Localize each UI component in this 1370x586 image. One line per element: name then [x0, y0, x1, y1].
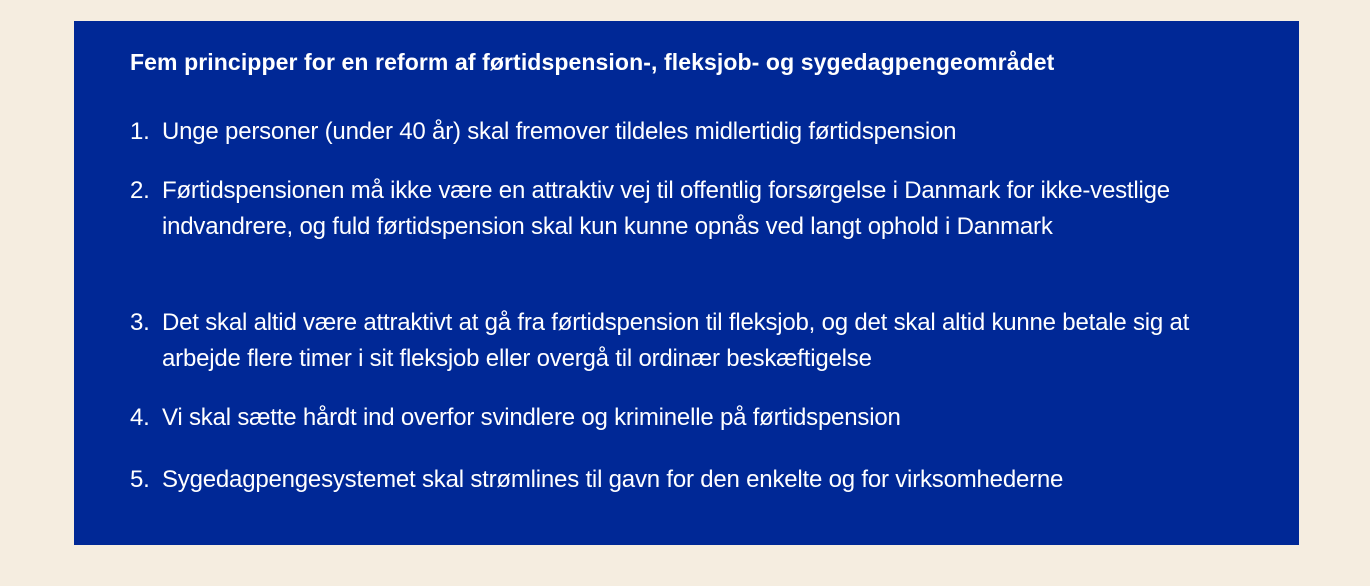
item-number: 2. — [130, 177, 150, 204]
list-item — [130, 400, 1210, 436]
box-title: Fem principper for en reform af førtidspension-, fleksjob- og sygedagpengeområdet — [130, 49, 1055, 75]
item-number: 3. — [130, 309, 150, 336]
list-item — [130, 462, 1210, 498]
principles-box — [74, 21, 1299, 545]
list-item — [130, 173, 1210, 245]
list-item — [130, 114, 1210, 150]
list-item — [130, 305, 1210, 377]
item-text: Sygedagpengesystemet skal strømlines til gavn for den enkelte og for virksomhederne — [162, 466, 1064, 493]
item-text: Vi skal sætte hårdt ind overfor svindlere og kriminelle på førtidspension — [162, 404, 901, 431]
item-number: 1. — [130, 118, 150, 145]
item-number: 4. — [130, 404, 150, 431]
item-text: Førtidspensionen må ikke være en attraktiv vej til offentlig forsørgelse i Danmark for ikke-vestlige indvandrere, og fuld førtidspension skal kun kunne opnås ved langt ophold i Danmark — [162, 177, 1170, 240]
item-number: 5. — [130, 466, 150, 493]
item-text: Unge personer (under 40 år) skal fremover tildeles midlertidig førtidspension — [162, 118, 957, 145]
item-text: Det skal altid være attraktivt at gå fra førtidspension til fleksjob, og det skal altid kunne betale sig at arbejde flere timer i sit fleksjob eller overgå til ordinær beskæftigelse — [162, 309, 1190, 372]
